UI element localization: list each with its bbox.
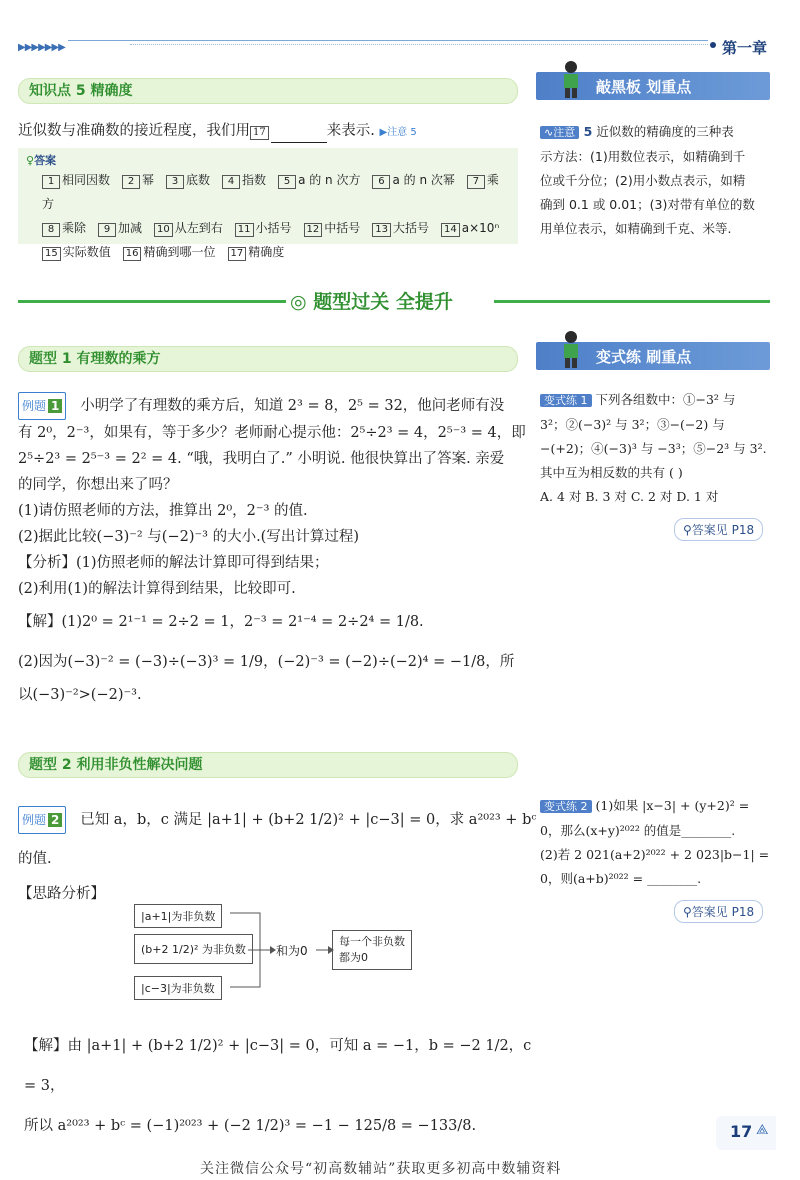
header-dot	[710, 42, 716, 48]
banner: ◎ 题型过关 全提升	[290, 291, 453, 313]
compass-icon: ⟁	[756, 1122, 769, 1138]
answer-item: 7 乘方	[42, 173, 499, 211]
knowledge-text: 近似数与准确数的接近程度，我们用 17 来表示. ▶注意 5	[18, 120, 518, 144]
side-header-1: 敲黑板 划重点	[536, 72, 770, 100]
student-icon	[558, 330, 584, 368]
page-number: 17	[730, 1122, 753, 1141]
chapter-label: 第一章	[722, 39, 768, 57]
type2-title-bar	[18, 752, 518, 778]
example-tag-1: 例题 1	[18, 392, 66, 420]
answer-ref-2[interactable]: ⚲答案见 P18	[674, 900, 763, 923]
type1-title: 题型 1 有理数的乘方	[29, 351, 161, 367]
answer-item: 13 大括号	[372, 221, 429, 235]
variant-badge-1: 变式练 1	[540, 394, 592, 407]
answer-item: 14 a×10ⁿ	[441, 221, 499, 235]
flow-box-2: (b+2 1/2)² 为非负数	[134, 934, 253, 964]
answer-item: 1 相同因数	[42, 173, 110, 187]
knowledge-title: 知识点 5 精确度	[29, 83, 133, 99]
variant-1: 变式练 1 下列各组数中：①−3² 与 3²；②(−3)² 与 3²；③−(−2) 与 −(+2)；④(−3)³ 与 −3³；⑤−2³ 与 3². 其中互为相反数的共有 ( ) A. 4 对 B. 3 对 C. 2 对 D. 1 对	[540, 392, 767, 504]
answer-list	[42, 168, 512, 264]
answer-item: 17 精确度	[228, 245, 285, 259]
flow-sum: 和为0	[276, 944, 308, 958]
banner-rule-left	[18, 300, 286, 303]
header-arrows: ▶▶▶▶▶▶▶	[18, 42, 65, 53]
type1-title-bar	[18, 346, 518, 372]
answer-row	[42, 168, 512, 216]
answer-item: 2 幂	[122, 173, 154, 187]
side-header-2: 变式练 刷重点	[536, 342, 770, 370]
lightbulb-icon: ♀	[26, 154, 35, 167]
answer-item: 11 小括号	[235, 221, 292, 235]
knowledge-title-bar	[18, 78, 518, 104]
answer-ref-1[interactable]: ⚲答案见 P18	[674, 518, 763, 541]
header-rule-dotted	[130, 44, 708, 45]
answer-row	[42, 240, 512, 264]
type2-title: 题型 2 利用非负性解决问题	[29, 757, 203, 773]
footer-text: 关注微信公众号“初高数辅站”获取更多初高中数辅资料	[200, 1161, 562, 1177]
teacher-icon	[558, 60, 584, 98]
answer-label: ♀答案	[26, 154, 57, 167]
flow-box-result: 每一个非负数 都为0	[332, 930, 412, 970]
example-2: 例题 2 已知 a，b，c 满足 |a+1| + (b+2 1/2)² + |c−3| = 0，求 a²⁰²³ + bᶜ 的值. 【思路分析】	[18, 806, 538, 904]
example-1: 例题 1 小明学了有理数的乘方后，知道 2³ = 8，2⁵ = 32，他问老师有没 有 2⁰，2⁻³，如果有，等于多少？老师耐心提示他：2⁵÷2³ = 4，2⁵⁻³ = 4，即 2⁵÷2³ = 2⁵⁻³ = 2² = 4. “哦，我明白了.” 小明说. 他很快算出了答案. 亲爱 的同学，你想出来了吗？ (1)请仿照老师的方法，推算出 2⁰，2⁻³ 的值. (2)据此比较(−3)⁻² 与(−2)⁻³ 的大小.(写出计算过程) 【分析】(1)仿照老师的解法计算即可得到结果； (2)利用(1)的解法计算得到结果，比较即可. 【解】(1)2⁰ = 2¹⁻¹ = 2÷2 = 1，2⁻³ = 2¹⁻⁴ = 2÷2⁴ = 1/8. (2)因为(−3)⁻² = (−3)÷(−3)³ = 1/9，(−2)⁻³ = (−2)÷(−2)⁴ = −1/8，所 以(−3)⁻²>(−2)⁻³.	[18, 392, 528, 708]
pin-icon: ⚲	[683, 905, 692, 919]
banner-rule-right	[494, 300, 770, 303]
note-badge: ∿注意	[540, 126, 579, 139]
flow-box-1: |a+1|为非负数	[134, 904, 222, 928]
answer-item: 15 实际数值	[42, 245, 111, 259]
answer-item: 9 加减	[98, 221, 142, 235]
answer-item: 4 指数	[222, 173, 266, 187]
pin-icon: ⚲	[683, 523, 692, 537]
variant-badge-2: 变式练 2	[540, 800, 592, 813]
example-tag-2: 例题 2	[18, 806, 66, 834]
header-rule	[68, 40, 708, 41]
variant-2: 变式练 2 (1)如果 |x−3| + (y+2)² = 0，那么(x+y)²⁰²² 的值是________. (2)若 2 021(a+2)²⁰²² + 2 023|b−1| = 0，则(a+b)²⁰²² = ________.	[540, 798, 770, 886]
answer-box	[18, 148, 518, 259]
answer-item: 10 从左到右	[154, 221, 223, 235]
answer-row	[42, 216, 512, 240]
answer-item: 8 乘除	[42, 221, 86, 235]
side-note-1: ∿注意 5 近似数的精确度的三种表 示方法：(1)用数位表示，如精确到千 位或千分位；(2)用小数点表示，如精 确到 0.1 或 0.01；(3)对带有单位的数 用单位表示，如精确到千克、米等.	[540, 124, 755, 236]
answer-item: 6 a 的 n 次幂	[372, 173, 454, 187]
answer-item: 12 中括号	[304, 221, 361, 235]
answer-item: 16 精确到哪一位	[123, 245, 216, 259]
target-icon: ◎	[290, 291, 307, 313]
solution-2: 【解】由 |a+1| + (b+2 1/2)² + |c−3| = 0，可知 a = −1，b = −2 1/2，c = 3， 所以 a²⁰²³ + bᶜ = (−1)²⁰²³ + (−2 1/2)³ = −1 − 125/8 = −133/8.	[24, 1038, 532, 1134]
blank	[271, 120, 327, 143]
flow-box-3: |c−3|为非负数	[134, 976, 222, 1000]
answer-item: 3 底数	[166, 173, 210, 187]
answer-item: 5 a 的 n 次方	[278, 173, 360, 187]
